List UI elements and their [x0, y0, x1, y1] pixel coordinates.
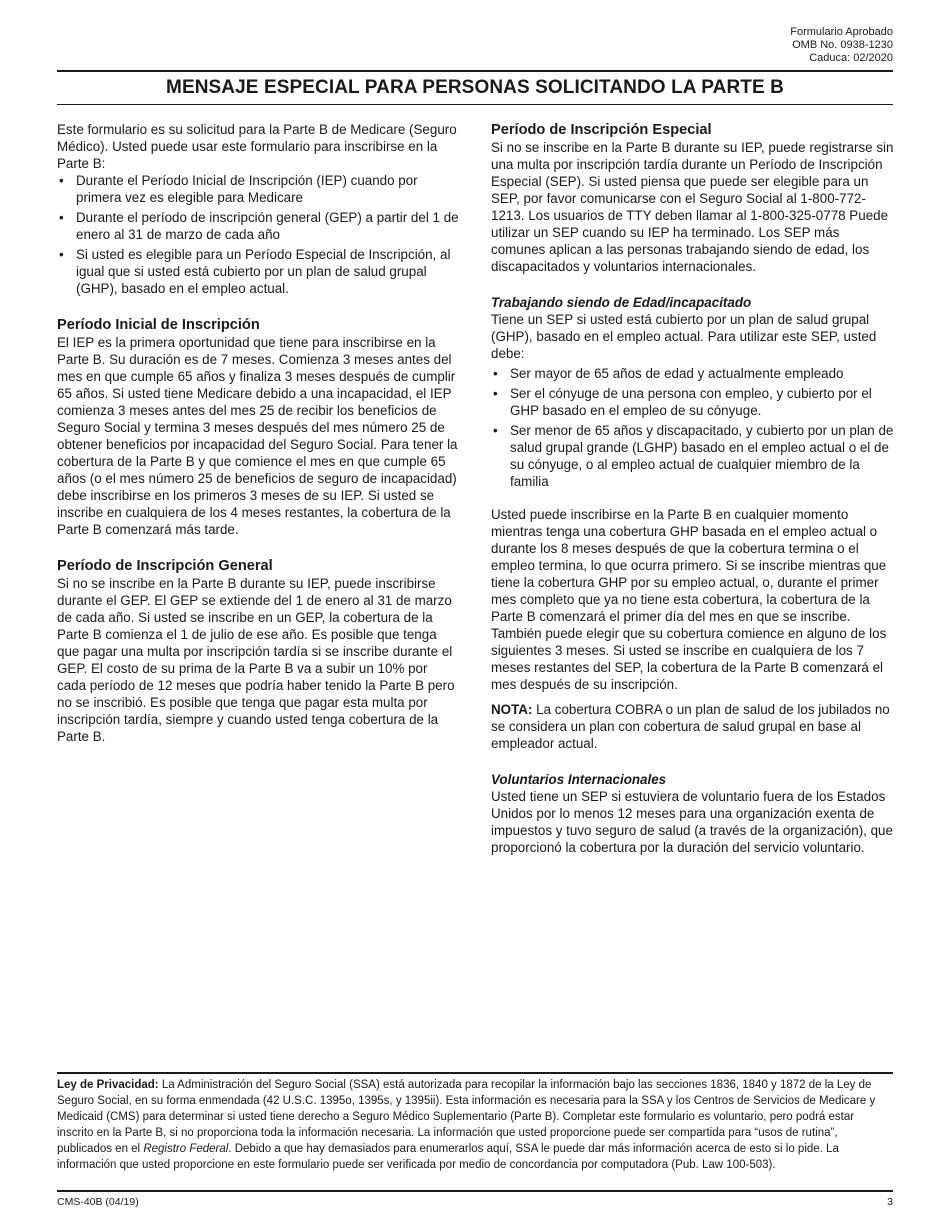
omb-line-approved: Formulario Aprobado — [790, 26, 893, 38]
top-divider — [57, 70, 893, 72]
bottom-divider — [57, 1190, 893, 1192]
intro-bullet: • Durante el período de inscripción general (GEP) a partir del 1 de enero al 31 de marzo de cada año — [57, 209, 459, 243]
working-bullet: • Ser el cónyuge de una persona con empleo, y cubierto por el GHP basado en el empleo de su cónyuge. — [491, 385, 896, 419]
right-column — [491, 121, 896, 856]
left-column — [57, 121, 459, 745]
privacy-italic-registro: Registro Federal — [143, 1143, 229, 1155]
nota-paragraph — [491, 701, 896, 752]
gep-paragraph: Si no se inscribe en la Parte B durante su IEP, puede inscribirse durante el GEP. El GEP se extiende del 1 de enero al 31 de marzo de cada año. Si usted se inscribe en un GEP, la cobertura de la Parte B comienza el 1 de julio de ese año. Es posible que tenga que pagar una multa por inscripción tardía si se inscribe durante el GEP. El costo de su prima de la Parte B va a subir un 10% por cada período de 12 meses que podría haber tenido la Parte B pero no se inscribió. Es posible que tenga que pagar esta multa por inscripción tardía, siempre y cuando usted tenga cobertura de la Parte B. — [57, 576, 455, 744]
working-aged-heading: Trabajando siendo de Edad/incapacitado — [491, 295, 752, 310]
privacy-text-after: . Debido a que hay demasiados para enumerarlos aquí, SSA le puede dar más información acerca de esto si lo pide. La información que usted proporcione en este formulario puede ser verificada por medio de concordancia por computadora (Pub. Law 100-503). — [57, 1143, 839, 1171]
title-divider — [57, 104, 893, 105]
intro-bullet: • Durante el Período Inicial de Inscripción (IEP) cuando por primera vez es elegible para Medicare — [57, 172, 459, 206]
privacy-text-before: La Administración del Seguro Social (SSA) está autorizada para recopilar la información bajo las secciones 1836, 1840 y 1872 de la Ley de Seguro Social, en su forma enmendada (42 U.S.C. 1395o, 1395s, y 1395ii). Esta información es necesaria para la SSA y los Centros de Servicios de Medicare y Medicaid (CMS) para determinar si usted tiene derecho a Seguro Médico Suplementario (Parte B). Completar este formulario es voluntario, pero podrá estar inscrito en la Parte B, si no proporciona toda la información necesaria. La información que usted proporcione puede ser compartida para “usos de rutina”, publicados en el — [57, 1079, 876, 1155]
volunteers-heading: Voluntarios Internacionales — [491, 772, 667, 787]
working-aged-paragraph: Tiene un SEP si usted está cubierto por un plan de salud grupal (GHP), basado en el empleo actual. Para utilizar este SEP, usted debe: — [491, 312, 877, 361]
intro-bullet: • Si usted es elegible para un Período Especial de Inscripción, al igual que si usted está cubierto por un plan de salud grupal (GHP), basado en el empleo actual. — [57, 246, 459, 297]
page-number: 3 — [887, 1196, 893, 1208]
iep-paragraph: El IEP es la primera oportunidad que tiene para inscribirse en la Parte B. Su duración es de 7 meses. Comienza 3 meses antes del mes en que cumple 65 años y finaliza 3 meses después de cumplir 65 años. Si usted tiene Medicare debido a una incapacidad, el IEP comienza 3 meses antes del mes 25 de recibir los beneficios de Seguro Social y termina 3 meses después del mes número 25 de obtener beneficios por incapacidad del Seguro Social. Para tener la cobertura de la Parte B y que comience el mes en que cumple 65 años (o el mes número 25 de beneficios de seguro de incapacidad) debe inscribirse en los primeros 3 meses de su IEP. Si usted se inscribe en cualquiera de los 4 meses restantes, la cobertura de la Parte B comenzará más tarde. — [57, 335, 458, 537]
intro-paragraph: Este formulario es su solicitud para la Parte B de Medicare (Seguro Médico). Usted puede usar este formulario para inscribirse en la Parte B: — [57, 122, 457, 171]
enrollment-paragraph: Usted puede inscribirse en la Parte B en cualquier momento mientras tenga una cobertura GHP basada en el empleo actual o durante los 8 meses después de que la cobertura termina o el empleo termina, lo que ocurra primero. Si se inscribe mientras que tiene la cobertura GHP por su empleo actual, o, durante el primer mes completo que ya no tiene esta cobertura, la cobertura de la Parte B comenzará el primer día del mes en que se inscribe. También puede elegir que su cobertura comience en alguno de los siguientes 3 meses. Si usted se inscribe en cualquiera de los 7 meses restantes del SEP, la cobertura de la Parte B comenzará el mes después de su inscripción. — [491, 507, 887, 692]
sep-paragraph: Si no se inscribe en la Parte B durante su IEP, puede registrarse sin una multa por inscripción tardía durante un Período de Inscripción Especial (SEP). Si usted piensa que puede ser elegible para un SEP, por favor comunicarse con el Seguro Social al 1-800-772-1213. Los usuarios de TTY deben llamar al 1-800-325-0778 Puede utilizar un SEP cuando su IEP ha terminado. Los SEP más comunes aplican a las personas trabajando siendo de edad, los discapacitados y voluntarios internacionales. — [491, 140, 894, 274]
nota-label: NOTA: — [491, 702, 533, 717]
iep-heading: Período Inicial de Inscripción — [57, 317, 260, 333]
omb-approval-block — [790, 26, 893, 65]
gep-heading: Período de Inscripción General — [57, 558, 273, 574]
working-bullet: • Ser mayor de 65 años de edad y actualmente empleado — [491, 365, 896, 382]
sep-heading: Período de Inscripción Especial — [491, 122, 712, 138]
form-id: CMS-40B (04/19) — [57, 1196, 139, 1208]
privacy-label: Ley de Privacidad: — [57, 1079, 159, 1091]
privacy-act-notice — [57, 1072, 893, 1173]
omb-line-expires: Caduca: 02/2020 — [809, 52, 893, 64]
omb-line-number: OMB No. 0938-1230 — [792, 39, 893, 51]
working-aged-bullet-list — [491, 365, 896, 490]
nota-text: La cobertura COBRA o un plan de salud de los jubilados no se considera un plan con cobertura de salud grupal en base al empleador actual. — [491, 702, 890, 751]
page-title: MENSAJE ESPECIAL PARA PERSONAS SOLICITANDO LA PARTE B — [166, 77, 784, 98]
intro-bullet-list — [57, 172, 459, 297]
volunteers-paragraph: Usted tiene un SEP si estuviera de voluntario fuera de los Estados Unidos por lo menos 12 meses para una organización exenta de impuestos y tuvo seguro de salud (a través de la organización), que proporcionó la cobertura por la duración del servicio voluntario. — [491, 789, 893, 855]
working-bullet: • Ser menor de 65 años y discapacitado, y cubierto por un plan de salud grupal grande (LGHP) basado en el empleo actual o el de su cónyuge, o al empleo actual de cualquier miembro de la familia — [491, 422, 896, 490]
